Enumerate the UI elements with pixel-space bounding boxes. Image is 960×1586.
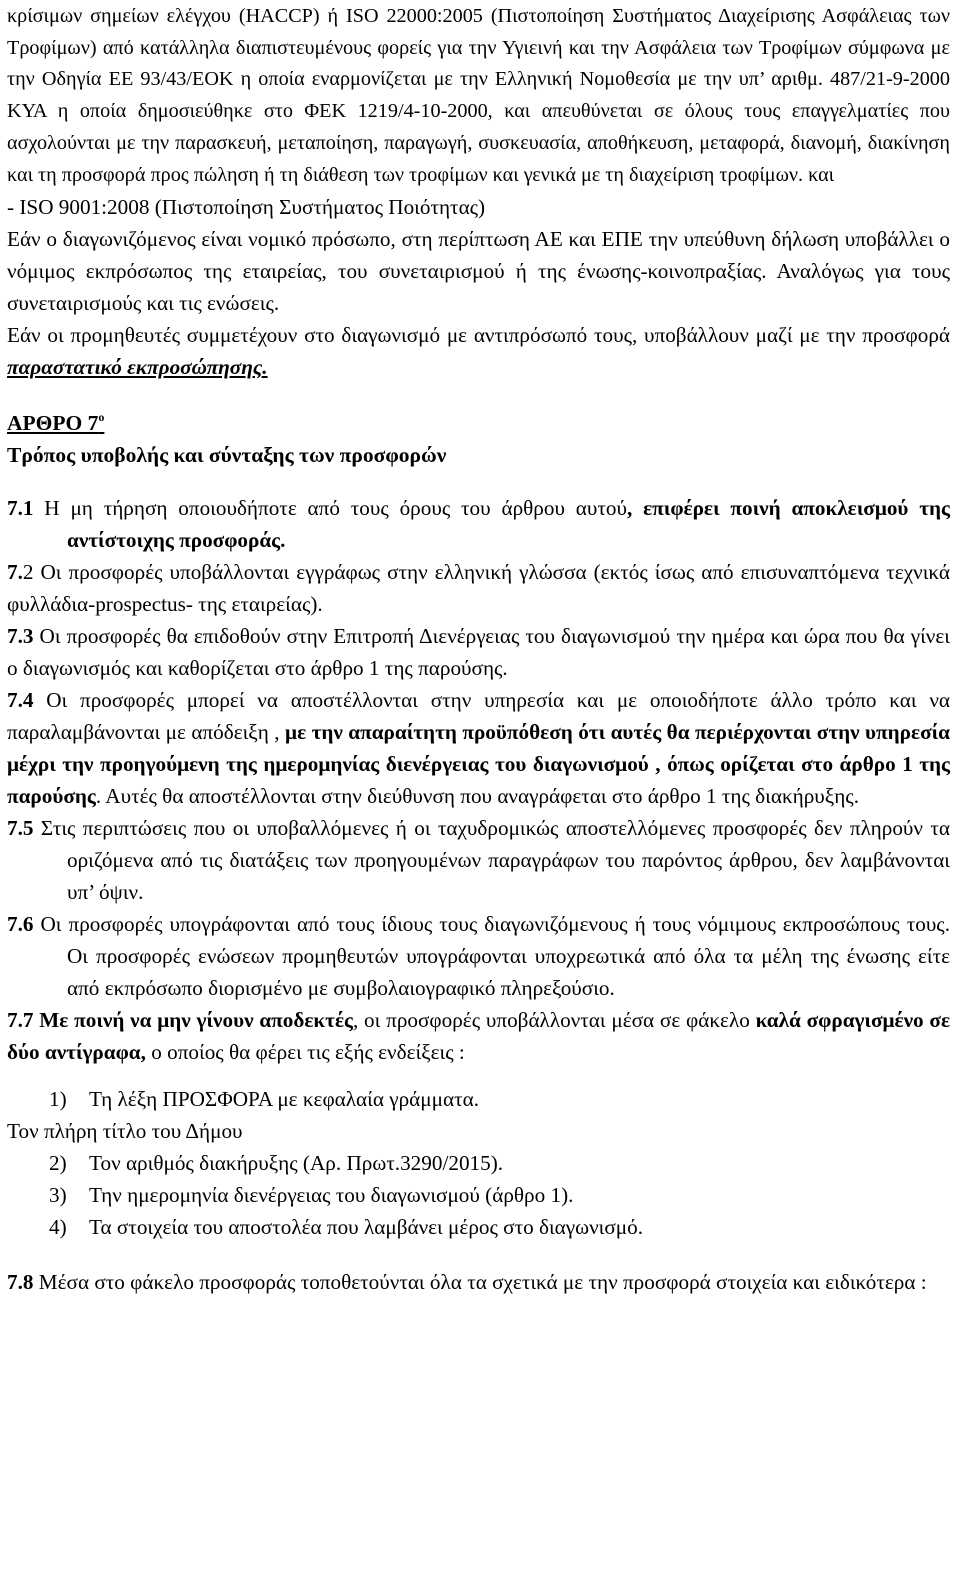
- section-7-8: [7, 1266, 950, 1298]
- list-item-number: 1): [49, 1087, 67, 1112]
- article-title-sup: ο: [98, 410, 105, 425]
- section-text: Μέσα στο φάκελο προσφοράς τοποθετούνται όλα τα σχετικά με την προσφορά στοιχεία και ειδικότερα :: [33, 1270, 927, 1295]
- list-item-text: Τον αριθμός διακήρυξης (Αρ. Πρωτ.3290/2015).: [89, 1151, 504, 1176]
- section-number-suffix: 2: [22, 560, 34, 585]
- section-7-1: [7, 492, 950, 556]
- section-number: 7.6: [7, 912, 34, 937]
- section-number: 7.4: [7, 688, 34, 713]
- representative-text: Εάν οι προμηθευτές συμμετέχουν στο διαγωνισμό με αντιπρόσωπό τους, υποβάλλουν μαζί με την προσφορά: [7, 323, 950, 348]
- list-item-text: Τα στοιχεία του αποστολέα που λαμβάνει μέρος στο διαγωνισμό.: [89, 1215, 644, 1240]
- envelope-markings-list-continued: [7, 1147, 950, 1243]
- section-number: 7.8: [7, 1270, 34, 1295]
- section-bold-text: , επιφέρει ποινή αποκλεισμού της αντίστοιχης προσφοράς.: [67, 496, 950, 553]
- section-bold-text-2: καλά σφραγισμένο σε δύο αντίγραφα,: [7, 1008, 951, 1065]
- representation-document-emphasis: παραστατικό εκπροσώπησης.: [7, 355, 268, 380]
- section-number: 7.5: [7, 816, 34, 841]
- article-title: [7, 406, 950, 440]
- legal-entity-paragraph: Εάν ο διαγωνιζόμενος είναι νομικό πρόσωπο, στη περίπτωση ΑΕ και ΕΠΕ την υπεύθυνη δήλωση υποβάλλει ο νόμιμος εκπρόσωπος της εταιρείας, του συνεταιρισμού ή της ένωσης-κοινοπραξίας. Αναλόγως για τους συνεταιρισμούς και τις ενώσεις.: [7, 227, 950, 316]
- municipality-title-line: Τον πλήρη τίτλο του Δήμου: [7, 1119, 243, 1144]
- list-item: [7, 1211, 950, 1243]
- section-7-7: [7, 1004, 950, 1068]
- section-text-end: ο οποίος θα φέρει τις εξής ενδείξεις :: [145, 1040, 465, 1065]
- representative-paragraph: [7, 319, 950, 383]
- section-text: Η μη τήρηση οποιουδήποτε από τους όρους του άρθρου αυτού: [33, 496, 627, 521]
- section-text: Οι προσφορές υποβάλλονται εγγράφως στην ελληνική γλώσσα (εκτός ίσως από επισυναπτόμενα τεχνικά φυλλάδια-prospectus- της εταιρείας).: [7, 560, 950, 617]
- list-item-number: 3): [49, 1183, 67, 1208]
- section-bold-text: Με ποινή να μην γίνουν αποδεκτές: [33, 1008, 353, 1033]
- iso-9001-line: - ISO 9001:2008 (Πιστοποίηση Συστήματος Ποιότητας): [7, 195, 486, 220]
- section-7-4: [7, 684, 950, 812]
- section-number: 7.: [7, 560, 23, 585]
- list-item-text: Τη λέξη ΠΡΟΣΦΟΡΑ με κεφαλαία γράμματα.: [89, 1087, 480, 1112]
- list-item: [7, 1179, 950, 1211]
- section-text: Οι προσφορές θα επιδοθούν στην Επιτροπή Διενέργειας του διαγωνισμού την ημέρα και ώρα που θα γίνει ο διαγωνισμός και καθορίζεται στο άρθρο 1 της παρούσης.: [7, 624, 950, 681]
- list-item: [7, 1147, 950, 1179]
- list-item-number: 2): [49, 1151, 67, 1176]
- section-text: Οι προσφορές μπορεί να αποστέλλονται στην υπηρεσία και με οποιοδήποτε άλλο τρόπο και να παραλαμβάνονται με απόδειξη ,: [7, 688, 950, 745]
- section-text: Οι προσφορές υπογράφονται από τους ίδιους τους διαγωνιζόμενους ή τους νόμιμους εκπροσώπους τους. Οι προσφορές ενώσεων προμηθευτών υπογράφονται υποχρεωτικά από όλα τα μέλη της ένωσης είτε από εκπρόσωπο διορισμένο με συμβολαιογραφικό πληρεξούσιο.: [33, 912, 950, 1001]
- section-7-6: [7, 908, 950, 1004]
- list-item-text: Την ημερομηνία διενέργειας του διαγωνισμού (άρθρο 1).: [89, 1183, 574, 1208]
- section-7-5: [7, 812, 950, 908]
- section-7-2: [7, 556, 950, 620]
- list-item: [7, 1083, 950, 1115]
- section-text: , οι προσφορές υποβάλλονται μέσα σε φάκελο: [352, 1008, 756, 1033]
- article-subtitle: Τρόπος υποβολής και σύνταξης των προσφορών: [7, 443, 447, 468]
- article-title-text: ΑΡΘΡΟ 7: [7, 411, 99, 436]
- section-number: 7.1: [7, 496, 34, 521]
- section-text-end: . Αυτές θα αποστέλλονται στην διεύθυνση που αναγράφεται στο άρθρο 1 της διακήρυξης.: [95, 784, 859, 809]
- list-item-number: 4): [49, 1215, 67, 1240]
- envelope-markings-list: [7, 1083, 950, 1115]
- section-number: 7.7: [7, 1008, 34, 1033]
- section-number: 7.3: [7, 624, 34, 649]
- section-text: Στις περιπτώσεις που οι υποβαλλόμενες ή οι ταχυδρομικώς αποστελλόμενες προσφορές δεν πληρούν τα οριζόμενα από τις διατάξεις των προηγουμένων παραγράφων του παρόντος άρθρου, δεν λαμβάνονται υπ’ όψιν.: [33, 816, 950, 905]
- section-bold-text: με την απαραίτητη προϋπόθεση ότι αυτές θα περιέρχονται στην υπηρεσία μέχρι την προηγούμενη της ημερομηνίας διενέργειας του διαγωνισμού , όπως ορίζεται στο άρθρο 1 της παρούσης: [7, 720, 950, 809]
- intro-paragraph: κρίσιμων σημείων ελέγχου (HACCP) ή ISO 22000:2005 (Πιστοποίηση Συστήματος Διαχείρισης Ασφάλειας των Τροφίμων) από κατάλληλα διαπιστευμένους φορείς για την Υγιεινή και την Ασφάλεια των Τροφίμων σύμφωνα με την Οδηγία ΕΕ 93/43/ΕΟΚ η οποία εναρμονίζεται με την Ελληνική Νομοθεσία με την υπ’ αριθμ. 487/21-9-2000 ΚΥΑ η οποία δημοσιεύθηκε στο ΦΕΚ 1219/4-10-2000, και απευθύνεται σε όλους τους επαγγελματίες που ασχολούνται με την παρασκευή, μεταποίηση, παραγωγή, συσκευασία, αποθήκευση, μεταφορά, διανομή, διακίνηση και τη προσφορά προς πώληση ή τη διάθεση των τροφίμων και γενικά με τη διαχείριση τροφίμων. και: [7, 5, 950, 186]
- section-7-3: [7, 620, 950, 684]
